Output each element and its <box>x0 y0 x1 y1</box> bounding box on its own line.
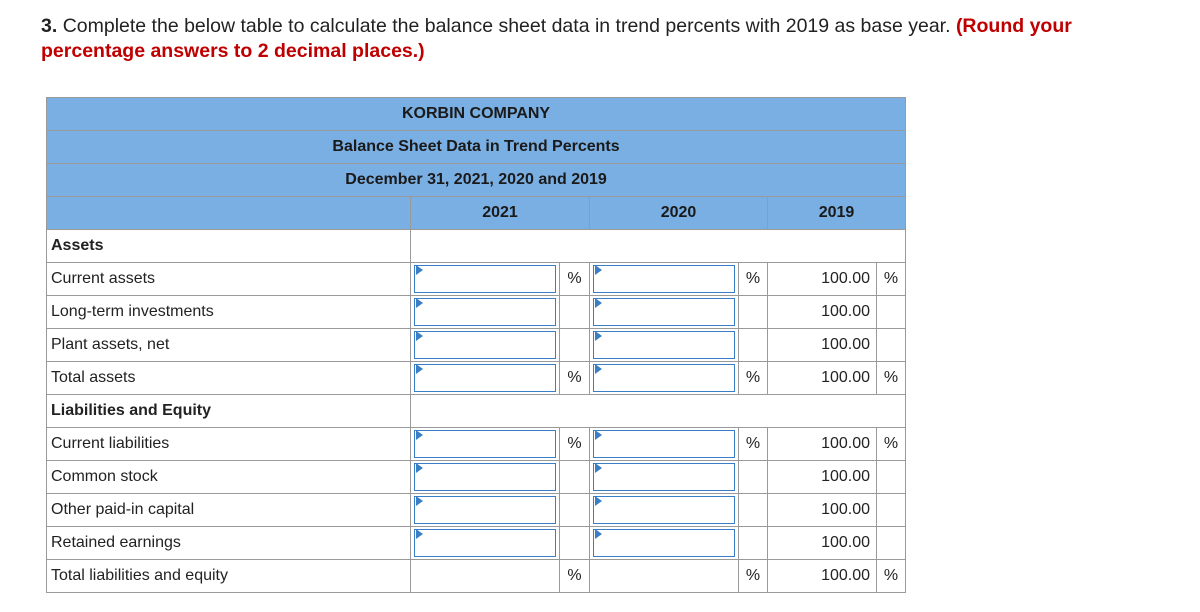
table-row <box>47 362 906 395</box>
base-value: 100.00 <box>768 560 877 593</box>
current-liabilities-2020-input[interactable] <box>594 431 734 457</box>
percent-blank <box>560 494 590 527</box>
row-label: Retained earnings <box>47 527 411 560</box>
total-assets-2021-input[interactable] <box>415 365 555 391</box>
percent-sign: % <box>560 560 590 593</box>
percent-blank <box>739 461 768 494</box>
percent-sign: % <box>739 428 768 461</box>
trend-percent-table <box>46 97 906 593</box>
common-stock-2020-input[interactable] <box>594 464 734 490</box>
common-stock-2021-input[interactable] <box>415 464 555 490</box>
percent-sign: % <box>739 263 768 296</box>
percent-blank <box>560 461 590 494</box>
input-cell-2020 <box>590 296 739 329</box>
percent-blank <box>739 527 768 560</box>
input-cell-2020 <box>590 428 739 461</box>
percent-blank <box>877 461 906 494</box>
input-cell-2021 <box>411 329 560 362</box>
percent-sign: % <box>560 428 590 461</box>
percent-sign: % <box>560 362 590 395</box>
other-paid-in-capital-2021-input[interactable] <box>415 497 555 523</box>
input-cell-2021 <box>411 527 560 560</box>
retained-earnings-2021-input[interactable] <box>415 530 555 556</box>
statement-date: December 31, 2021, 2020 and 2019 <box>47 164 906 197</box>
question-body: Complete the below table to calculate the balance sheet data in trend percents with 2019 as base year. <box>62 15 951 37</box>
row-label: Long-term investments <box>47 296 411 329</box>
row-label: Total liabilities and equity <box>47 560 411 593</box>
percent-sign: % <box>877 362 906 395</box>
total-assets-2020-input[interactable] <box>594 365 734 391</box>
percent-sign: % <box>877 560 906 593</box>
base-value: 100.00 <box>768 461 877 494</box>
section-blank <box>411 395 906 428</box>
row-label: Other paid-in capital <box>47 494 411 527</box>
percent-blank <box>560 329 590 362</box>
percent-blank <box>877 494 906 527</box>
percent-sign: % <box>560 263 590 296</box>
base-value: 100.00 <box>768 362 877 395</box>
input-cell-2020 <box>590 494 739 527</box>
current-liabilities-2021-input[interactable] <box>415 431 555 457</box>
retained-earnings-2020-input[interactable] <box>594 530 734 556</box>
percent-blank <box>877 296 906 329</box>
input-cell-2021 <box>411 263 560 296</box>
percent-sign: % <box>877 263 906 296</box>
current-assets-2020-input[interactable] <box>594 266 734 292</box>
input-cell-2020 <box>590 329 739 362</box>
table-row <box>47 296 906 329</box>
year-header-2020: 2020 <box>590 197 768 230</box>
percent-blank <box>739 329 768 362</box>
base-value: 100.00 <box>768 428 877 461</box>
plant-assets-2021-input[interactable] <box>415 332 555 358</box>
percent-blank <box>877 329 906 362</box>
long-term-investments-2020-input[interactable] <box>594 299 734 325</box>
table-row <box>47 428 906 461</box>
question-text <box>41 14 1161 64</box>
base-value: 100.00 <box>768 527 877 560</box>
input-cell-2021 <box>411 362 560 395</box>
total-cell-2021 <box>411 560 560 593</box>
base-value: 100.00 <box>768 296 877 329</box>
question-number: 3. <box>41 15 58 37</box>
plant-assets-2020-input[interactable] <box>594 332 734 358</box>
header-blank <box>47 197 411 230</box>
input-cell-2020 <box>590 263 739 296</box>
total-cell-2020 <box>590 560 739 593</box>
section-blank <box>411 230 906 263</box>
row-label: Common stock <box>47 461 411 494</box>
table-row <box>47 560 906 593</box>
year-header-2021: 2021 <box>411 197 590 230</box>
section-liabilities-equity: Liabilities and Equity <box>47 395 411 428</box>
input-cell-2021 <box>411 494 560 527</box>
long-term-investments-2021-input[interactable] <box>415 299 555 325</box>
base-value: 100.00 <box>768 263 877 296</box>
table-row <box>47 494 906 527</box>
percent-blank <box>560 296 590 329</box>
input-cell-2020 <box>590 362 739 395</box>
percent-blank <box>739 296 768 329</box>
row-label: Current liabilities <box>47 428 411 461</box>
row-label: Current assets <box>47 263 411 296</box>
company-name: KORBIN COMPANY <box>47 98 906 131</box>
table-row <box>47 263 906 296</box>
rounding-hint: (Round your percentage answers to 2 decimal places.) <box>41 15 1072 62</box>
table-row <box>47 329 906 362</box>
base-value: 100.00 <box>768 494 877 527</box>
input-cell-2021 <box>411 296 560 329</box>
input-cell-2020 <box>590 461 739 494</box>
section-assets: Assets <box>47 230 411 263</box>
input-cell-2021 <box>411 461 560 494</box>
percent-blank <box>877 527 906 560</box>
percent-sign: % <box>877 428 906 461</box>
percent-sign: % <box>739 560 768 593</box>
year-header-2019: 2019 <box>768 197 906 230</box>
percent-sign: % <box>739 362 768 395</box>
table-row <box>47 527 906 560</box>
percent-blank <box>739 494 768 527</box>
row-label: Plant assets, net <box>47 329 411 362</box>
statement-title: Balance Sheet Data in Trend Percents <box>47 131 906 164</box>
other-paid-in-capital-2020-input[interactable] <box>594 497 734 523</box>
input-cell-2020 <box>590 527 739 560</box>
table-row <box>47 461 906 494</box>
row-label: Total assets <box>47 362 411 395</box>
base-value: 100.00 <box>768 329 877 362</box>
current-assets-2021-input[interactable] <box>415 266 555 292</box>
percent-blank <box>560 527 590 560</box>
input-cell-2021 <box>411 428 560 461</box>
